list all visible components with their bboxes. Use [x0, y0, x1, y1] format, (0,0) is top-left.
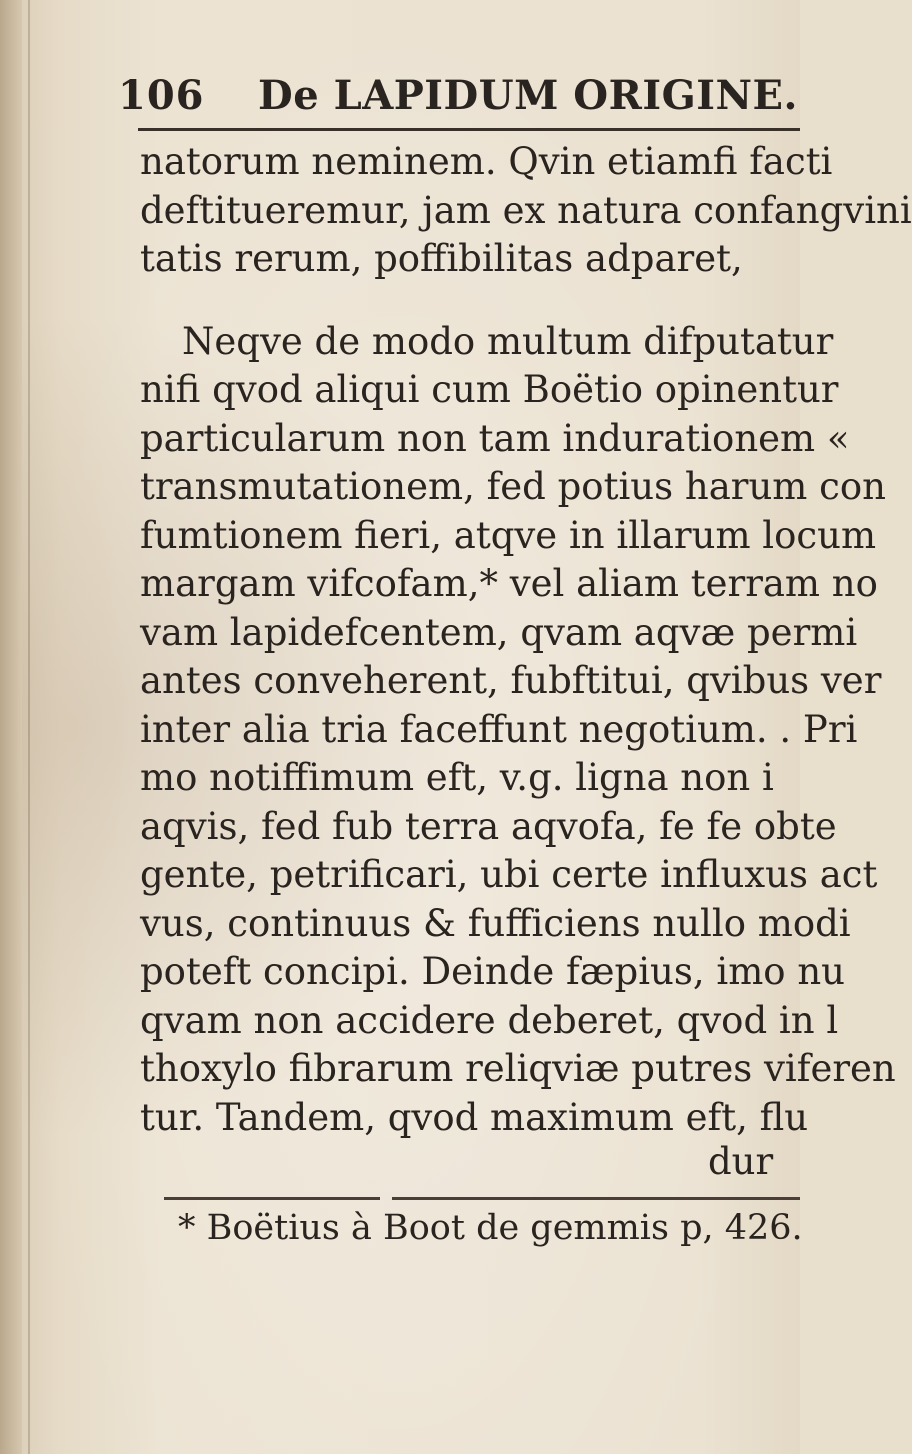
page-number: 106 [118, 72, 205, 119]
text-line: Neqve de modo multum difputatur [182, 319, 834, 363]
text-line: qvam non accidere deberet, qvod in l [140, 998, 839, 1042]
text-line: natorum neminem. Qvin etiamfi facti [140, 140, 833, 183]
text-line: margam vifcofam,* vel aliam terram no [140, 562, 878, 605]
footnote-rule-left [164, 1197, 380, 1200]
page-title: De LAPIDUM ORIGINE. [258, 72, 798, 119]
text-line: fumtionem fieri, atqve in illarum locum [140, 513, 877, 557]
body-text [140, 138, 912, 1142]
text-line: mo notiffimum eft, v.g. ligna non i [140, 756, 774, 799]
catchword: dur [708, 1140, 774, 1183]
text-line: vam lapidefcentem, qvam aqvæ permi [140, 610, 858, 654]
text-line: aqvis, fed fub terra aqvofa, fe fe obte [140, 804, 837, 848]
running-head [118, 72, 798, 124]
text-line: thoxylo fibrarum reliqviæ putres viferen [140, 1047, 896, 1090]
footnote-rule-right [392, 1197, 800, 1200]
text-line: vus, continuus & fufficiens nullo modi [140, 901, 851, 945]
text-line: transmutationem, fed potius harum con [140, 465, 886, 508]
page-gutter [0, 0, 22, 1454]
text-line: particularum non tam indurationem « [140, 416, 850, 460]
text-line: poteft concipi. Deinde fæpius, imo nu [140, 950, 845, 993]
text-line: inter alia tria faceffunt negotium. . Pri [140, 707, 858, 751]
text-line: antes conveherent, fubftitui, qvibus ver [140, 659, 882, 702]
header-rule [138, 128, 800, 131]
text-line: deftitueremur, jam ex natura confangvini [140, 188, 912, 232]
text-line: tur. Tandem, qvod maximum eft, flu [140, 1095, 809, 1139]
paragraph-gap [140, 284, 830, 318]
text-line: tatis rerum, poffibilitas adparet, [140, 237, 743, 280]
gutter-shadow [28, 0, 30, 1454]
text-line: nifi qvod aliqui cum Boëtio opinentur [140, 368, 839, 411]
footnote: * Boëtius à Boot de gemmis p, 426. [178, 1208, 803, 1248]
text-line: gente, petrificari, ubi certe influxus act [140, 853, 878, 896]
